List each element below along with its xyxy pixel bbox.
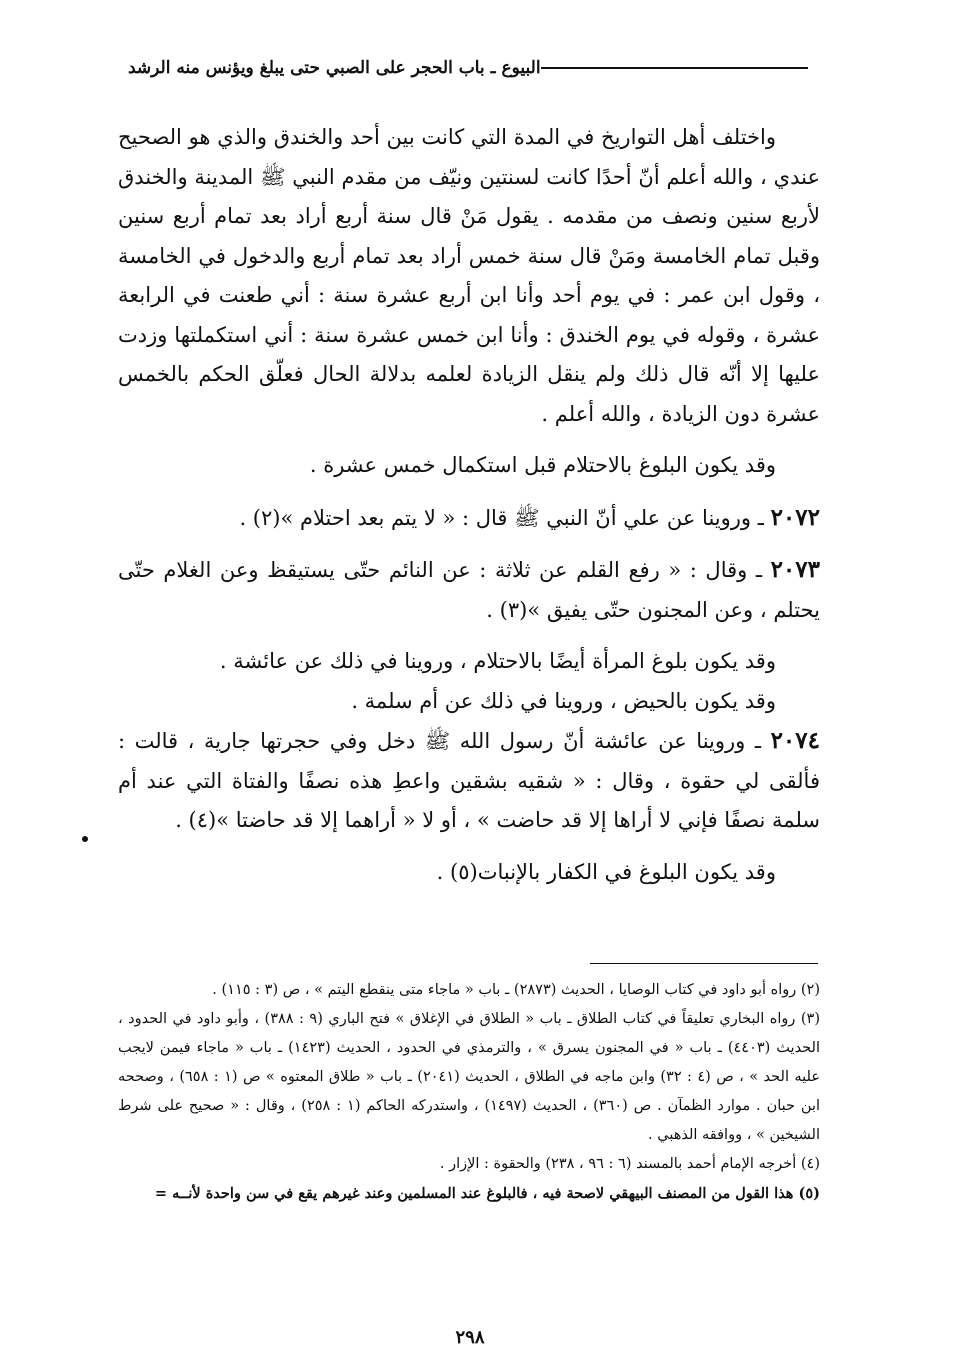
paragraph: وقد يكون البلوغ في الكفار بالإنبات(٥) .	[436, 859, 776, 884]
hadith-paragraph: ٢٠٧٢ ـ وروينا عن علي أنّ النبي ﷺ قال : « لا يتم بعد احتلام »(٢) .	[239, 503, 820, 531]
footnote: (٤) أخرجه الإمام أحمد بالمسند (٦ : ٩٦ ، ٢٣٨) والحقوة : الإزار .	[439, 1156, 820, 1172]
running-title: البيوع ـ باب الحجر على الصبي حتى يبلغ ويؤنس منه الرشد	[128, 58, 541, 78]
paragraph: وقد يكون بالحيض ، وروينا في ذلك عن أم سلمة .	[351, 688, 776, 713]
hadith-number: ٢٠٧٣	[770, 556, 820, 583]
hadith-number: ٢٠٧٤	[770, 727, 820, 754]
hadith-paragraph: ٢٠٧٣ ـ وقال : « رفع القلم عن ثلاثة : عن النائم حتّى يستيقظ وعن الغلام حتّى يحتلم ، وعن المجنون حتّى يفيق »(٣) .	[118, 556, 820, 622]
footnote: (٢) رواه أبو داود في كتاب الوصايا ، الحديث (٢٨٧٣) ـ باب « ماجاء متى ينقطع اليتم » ، ص (٣ : ١١٥) .	[212, 982, 820, 998]
footnotes	[118, 976, 820, 1208]
paragraph: وقد يكون بلوغ المرأة أيضًا بالاحتلام ، وروينا في ذلك عن عائشة .	[219, 649, 776, 673]
margin-dot	[82, 836, 88, 842]
footnote-separator	[590, 963, 818, 964]
paragraph: وقد يكون البلوغ بالاحتلام قبل استكمال خمس عشرة .	[309, 453, 776, 477]
footnote: (٥) هذا القول من المصنف البيهقي لاصحة فيه ، فالبلوغ عند المسلمين وعند غيرهم يقع في سن واحدة لأنــه =	[154, 1185, 820, 1202]
page-number: ٢٩٨	[455, 1327, 485, 1348]
hadith-number: ٢٠٧٢	[770, 503, 820, 531]
running-header	[128, 58, 818, 78]
header-rule	[541, 67, 808, 69]
main-text	[118, 118, 820, 892]
footnote: (٣) رواه البخاري تعليقاً في كتاب الطلاق ـ باب « الطلاق في الإغلاق » فتح الباري (٩ : ٣٨٨) ، وأبو داود في الحدود ، الحديث (٤٤٠٣) ـ باب « في المجنون يسرق » ، والترمذي في الحدود ، الحديث (١٤٢٣) ـ باب « ماجاء فيمن لايجب عليه الحد » ، ص (٤ : ٣٢) وابن ماجه في الطلاق ، الحديث (٢٠٤١) ـ باب « طلاق المعتوه » ص (١ : ٦٥٨) ، وصححه ابن حبان . موارد الظمآن . ص (٣٦٠) ، الحديث (١٤٩٧) ، واستدركه الحاكم (١ : ٢٥٨) ، وقال : « صحيح على شرط الشيخين » ، ووافقه الذهبي .	[118, 1011, 821, 1143]
paragraph: واختلف أهل التواريخ في المدة التي كانت بين أحد والخندق والذي هو الصحيح عندي ، والله أعلم أنّ أحدًا كانت لسنتين ونيّف من مقدم النبي ﷺ المدينة والخندق لأربع سنين ونصف من مقدمه . يقول مَنْ قال سنة أربع أراد بعد تمام أربع سنين وقبل تمام الخامسة ومَنْ قال سنة خمس أراد بعد تمام أربع والدخول في الخامسة ، وقول ابن عمر : في يوم أحد وأنا ابن أربع عشرة سنة : أني طعنت في الرابعة عشرة ، وقوله في يوم الخندق : وأنا ابن خمس عشرة سنة : أني استكملتها وزدت عليها إلا أنّه قال ذلك ولم ينقل الزيادة لعلمه بدلالة الحال فعلّق الحكم بالخمس عشرة دون الزيادة ، والله أعلم .	[118, 125, 820, 426]
hadith-paragraph: ٢٠٧٤ ـ وروينا عن عائشة أنّ رسول الله ﷺ دخل وفي حجرتها جارية ، قالت : فألقى لي حقوة ، وقال : « شقيه بشقين واعطِ هذه نصفًا والفتاة التي عند أم سلمة نصفًا فإني لا أراها إلا قد حاضت » ، أو لا « أراهما إلا قد حاضتا »(٤) .	[118, 727, 820, 832]
